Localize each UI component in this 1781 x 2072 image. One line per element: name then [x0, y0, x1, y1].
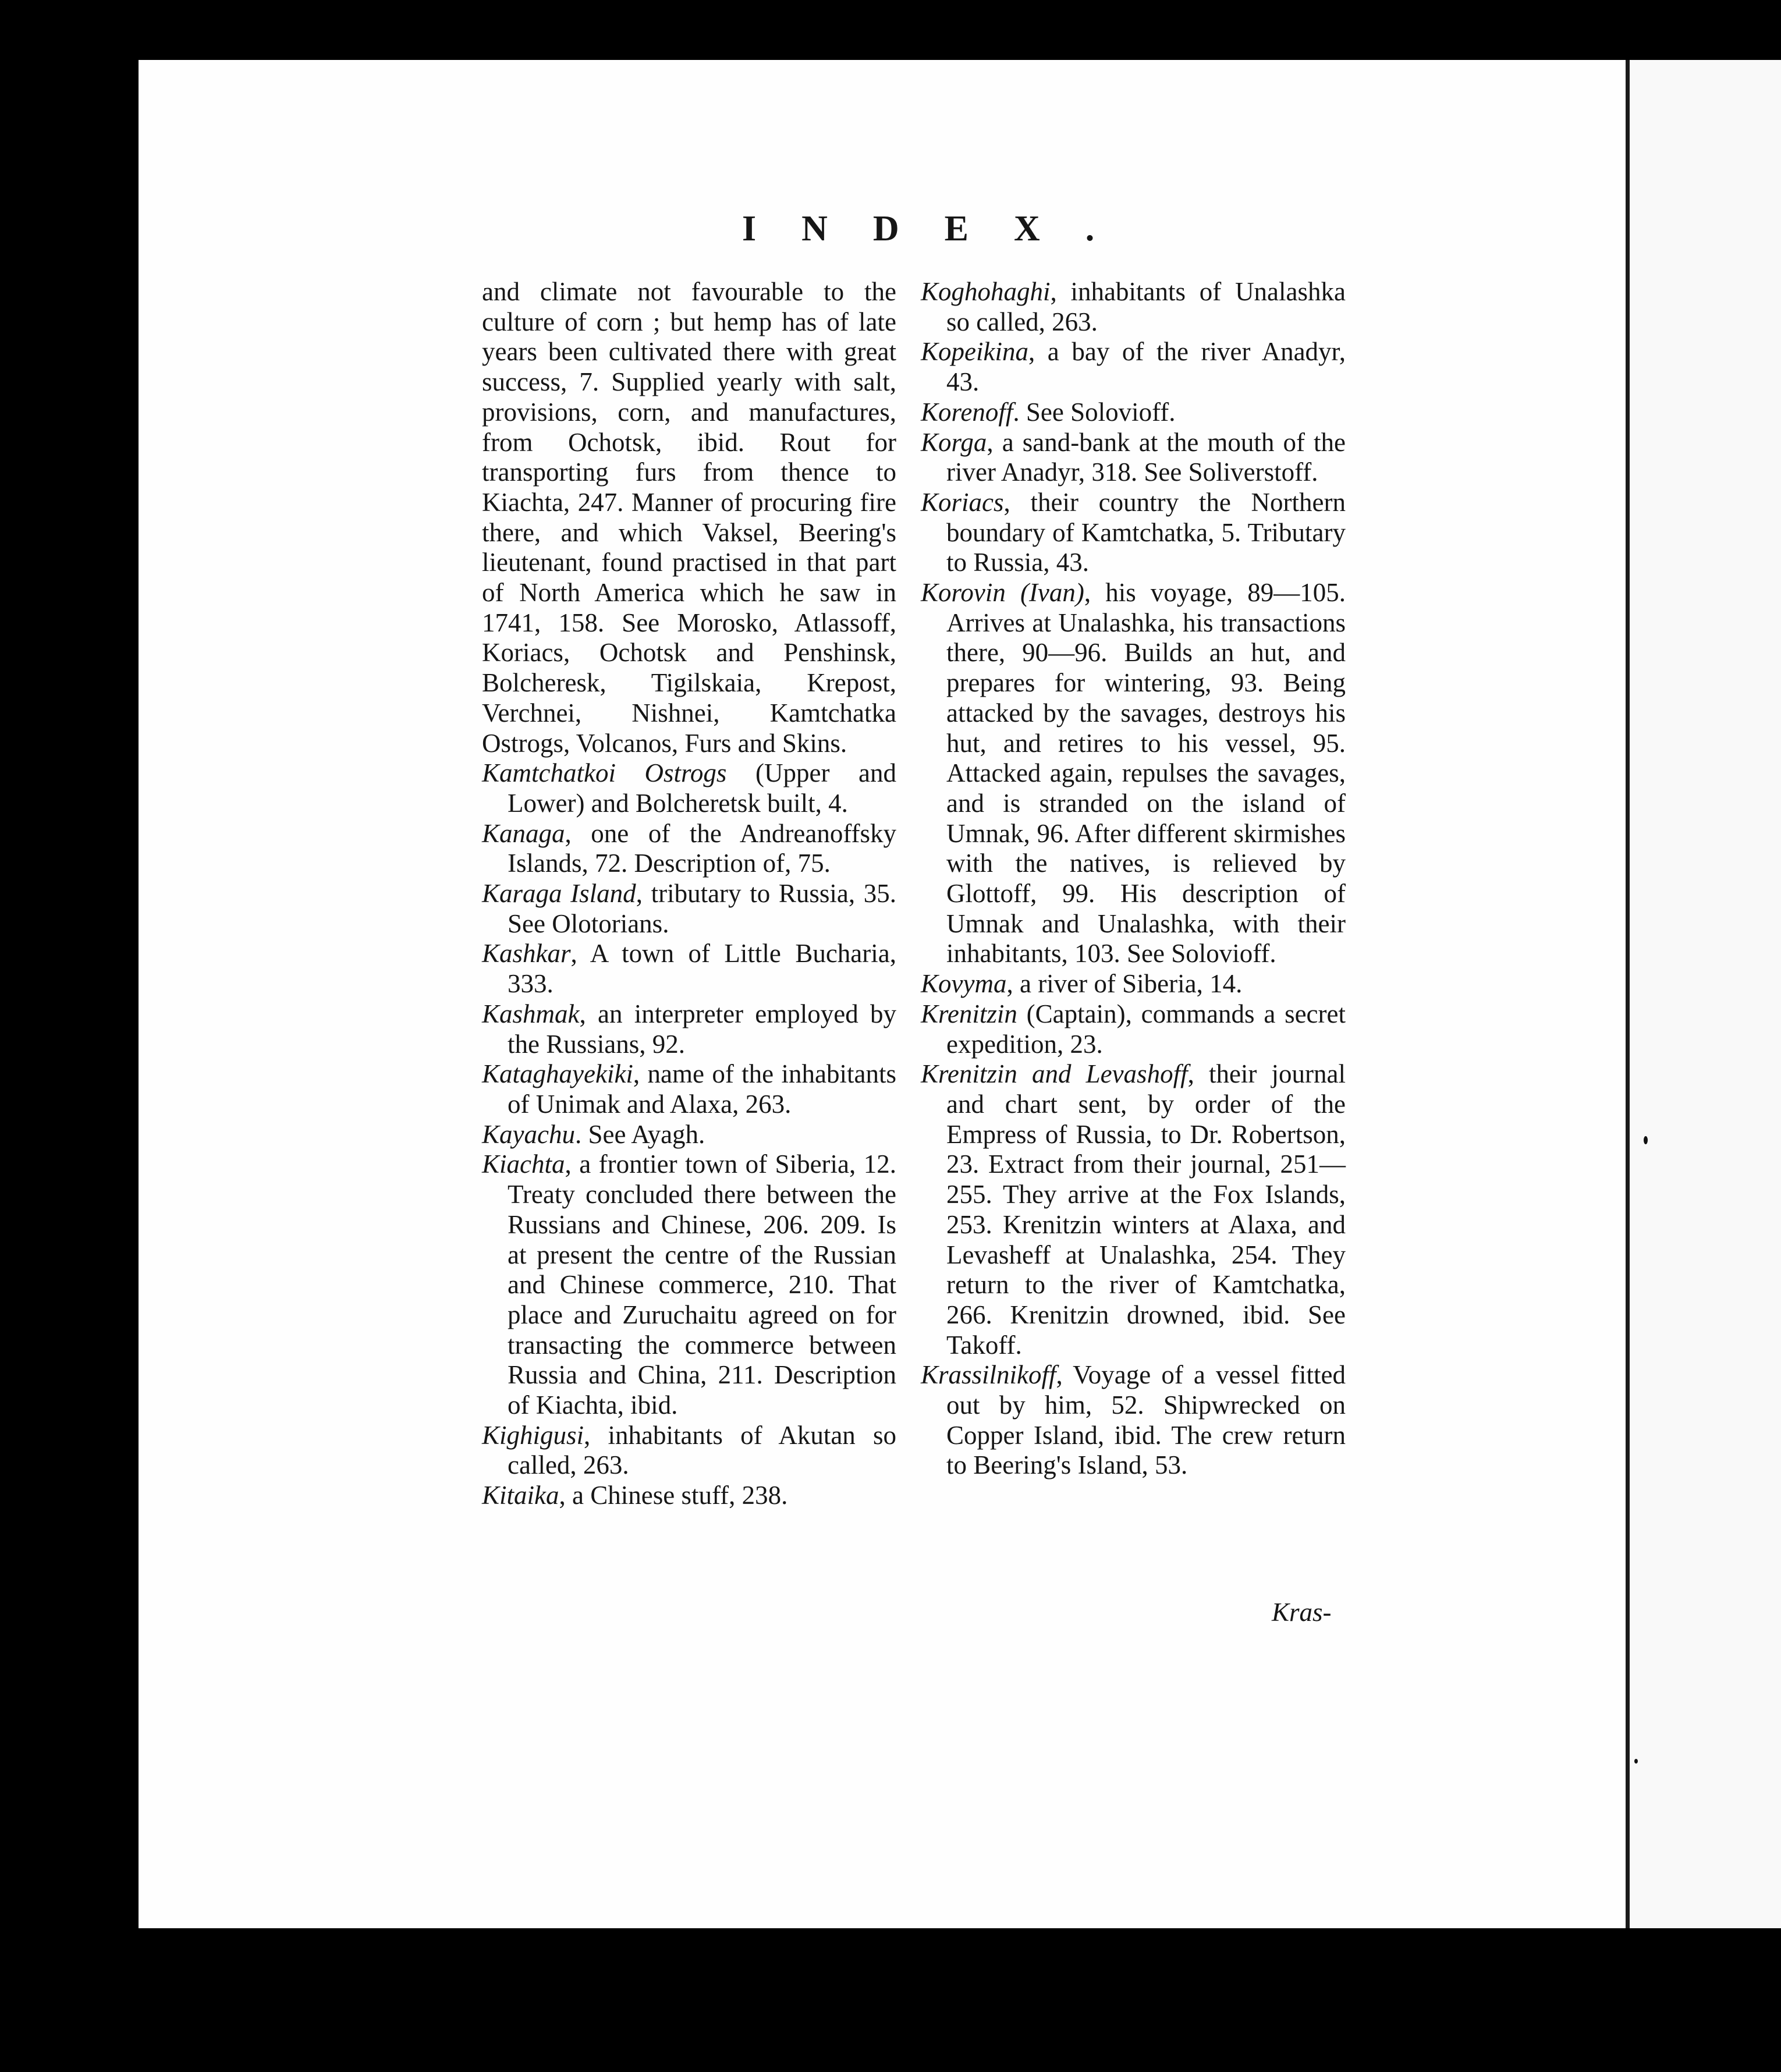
entry-text: , a river of Siberia, 14.	[1006, 969, 1243, 999]
index-column-right	[921, 277, 1346, 1481]
entry-text: , a sand-bank at the mouth of the river Anadyr, 318. See Soliverstoff.	[946, 427, 1346, 487]
index-entry	[921, 398, 1346, 428]
index-entry	[482, 819, 896, 879]
index-entry	[482, 939, 896, 999]
entry-text: , one of the Andreanoffsky Islands, 72. Description of, 75.	[508, 818, 896, 878]
index-entry	[482, 758, 896, 818]
entry-headword: Kashmak	[482, 999, 580, 1028]
entry-text: , inhabitants of Akutan so called, 263.	[508, 1420, 896, 1480]
entry-headword: Kopeikina	[921, 337, 1028, 367]
entry-text: , tributary to Russia, 35. See Olotorians.	[508, 879, 897, 938]
entry-text: , their country the Northern boundary of Kamtchatka, 5. Tributary to Russia, 43.	[946, 487, 1346, 577]
index-entry	[921, 428, 1346, 488]
index-entry	[482, 879, 896, 939]
entry-headword: Kayachu	[482, 1119, 575, 1149]
entry-headword: Krenitzin and Levashoff	[921, 1059, 1188, 1089]
entry-headword: Kovyma	[921, 969, 1007, 999]
index-entry	[482, 1059, 896, 1119]
entry-headword: Korovin (Ivan)	[921, 578, 1084, 608]
entry-headword: Kamtchatkoi Ostrogs	[482, 758, 727, 788]
entry-text: , a Chinese stuff, 238.	[559, 1481, 788, 1510]
entry-text: , inhabitants of Unalashka so called, 263.	[946, 277, 1346, 336]
entry-headword: Krassilnikoff	[921, 1360, 1056, 1390]
entry-text: and climate not favourable to the culture of corn ; but hemp has of late years been cultivated there with great success, 7. Supplied yearly with salt, provisions, corn, and manufactures, from Ochotsk, ibid. Rout for transporting furs from thence to Kiachta, 247. Manner of procuring fire there, and which Vaksel, Beering's lieutenant, found practised in that part of North America which he saw in 1741, 158. See Morosko, Atlassoff, Koriacs, Ochotsk and Penshinsk, Bolcheresk, Tigilskaia, Krepost, Verchnei, Nishnei, Kamtchatka Ostrogs, Volcanos, Furs and Skins.	[482, 277, 896, 758]
index-entry	[482, 1149, 896, 1420]
entry-text: , name of the inhabitants of Unimak and Alaxa, 263.	[508, 1059, 896, 1119]
facing-page-edge	[1630, 60, 1781, 1928]
entry-text: , an interpreter employed by the Russians, 92.	[508, 999, 896, 1059]
entry-headword: Korenoff	[921, 397, 1013, 427]
entry-headword: Koriacs	[921, 487, 1004, 517]
entry-headword: Kighigusi	[482, 1420, 584, 1450]
entry-headword: Koghohaghi	[921, 277, 1051, 306]
index-entry	[921, 1059, 1346, 1360]
entry-headword: Karaga Island	[482, 879, 636, 909]
entry-text: , his voyage, 89—105. Arrives at Unalashka, his transactions there, 90—96. Builds an hut, and prepares for wintering, 93. Being attacked by the savages, destroys his hut, and retires to his vessel, 95. Attacked again, repulses the savages, and is stranded on the island of Umnak, 96. After different skirmishes with the natives, is relieved by Glottoff, 99. His description of Umnak and Unalashka, with their inhabitants, 103. See Solovioff.	[946, 578, 1346, 968]
index-entry	[482, 1120, 896, 1150]
index-entry	[921, 488, 1346, 578]
index-entry	[482, 999, 896, 1059]
entry-text: (Upper and Lower) and Bolcheretsk built, 4.	[508, 758, 896, 818]
index-column-left	[482, 277, 896, 1511]
entry-text: . See Solovioff.	[1013, 397, 1176, 427]
entry-headword: Kanaga	[482, 818, 565, 848]
index-entry	[921, 277, 1346, 337]
entry-text: . See Ayagh.	[574, 1119, 705, 1149]
entry-text: , a frontier town of Siberia, 12. Treaty concluded there between the Russians and Chinese, 206. 209. Is at present the centre of the Russian and Chinese commerce, 210. That place and Zuruchaitu agreed on for transacting the commerce between Russia and China, 211. Description of Kiachta, ibid.	[508, 1149, 896, 1420]
index-entry	[921, 578, 1346, 969]
index-entry	[482, 1481, 896, 1511]
entry-headword: Kiachta	[482, 1149, 565, 1179]
entry-text: , A town of Little Bucharia, 333.	[508, 939, 896, 999]
index-entry	[482, 1421, 896, 1481]
entry-text: , Voyage of a vessel fitted out by him, 52. Shipwrecked on Copper Island, ibid. The crew return to Beering's Island, 53.	[946, 1360, 1346, 1480]
entry-text: , their journal and chart sent, by order of the Empress of Russia, to Dr. Robertson, 23. Extract from their journal, 251—255. They arrive at the Fox Islands, 253. Krenitzin winters at Alaxa, and Levasheff at Unalashka, 254. They return to the river of Kamtchatka, 266. Krenitzin drowned, ibid. See Takoff.	[946, 1059, 1346, 1360]
entry-headword: Kitaika	[482, 1481, 559, 1510]
index-entry	[482, 277, 896, 758]
entry-text: , a bay of the river Anadyr, 43.	[946, 337, 1346, 397]
index-entry	[921, 999, 1346, 1059]
scan-speck	[1634, 1759, 1638, 1764]
entry-headword: Krenitzin	[921, 999, 1017, 1028]
catchword: Kras-	[1272, 1598, 1332, 1627]
entry-headword: Kataghayekiki	[482, 1059, 633, 1089]
entry-headword: Korga	[921, 427, 987, 457]
index-entry	[921, 337, 1346, 397]
scan-speck	[1644, 1136, 1648, 1144]
page-gutter	[1626, 60, 1630, 1928]
index-entry	[921, 969, 1346, 999]
entry-headword: Kashkar	[482, 939, 571, 968]
page-title: INDEX.	[742, 209, 1140, 249]
entry-text: (Captain), commands a secret expedition, 23.	[946, 999, 1346, 1059]
index-entry	[921, 1360, 1346, 1481]
